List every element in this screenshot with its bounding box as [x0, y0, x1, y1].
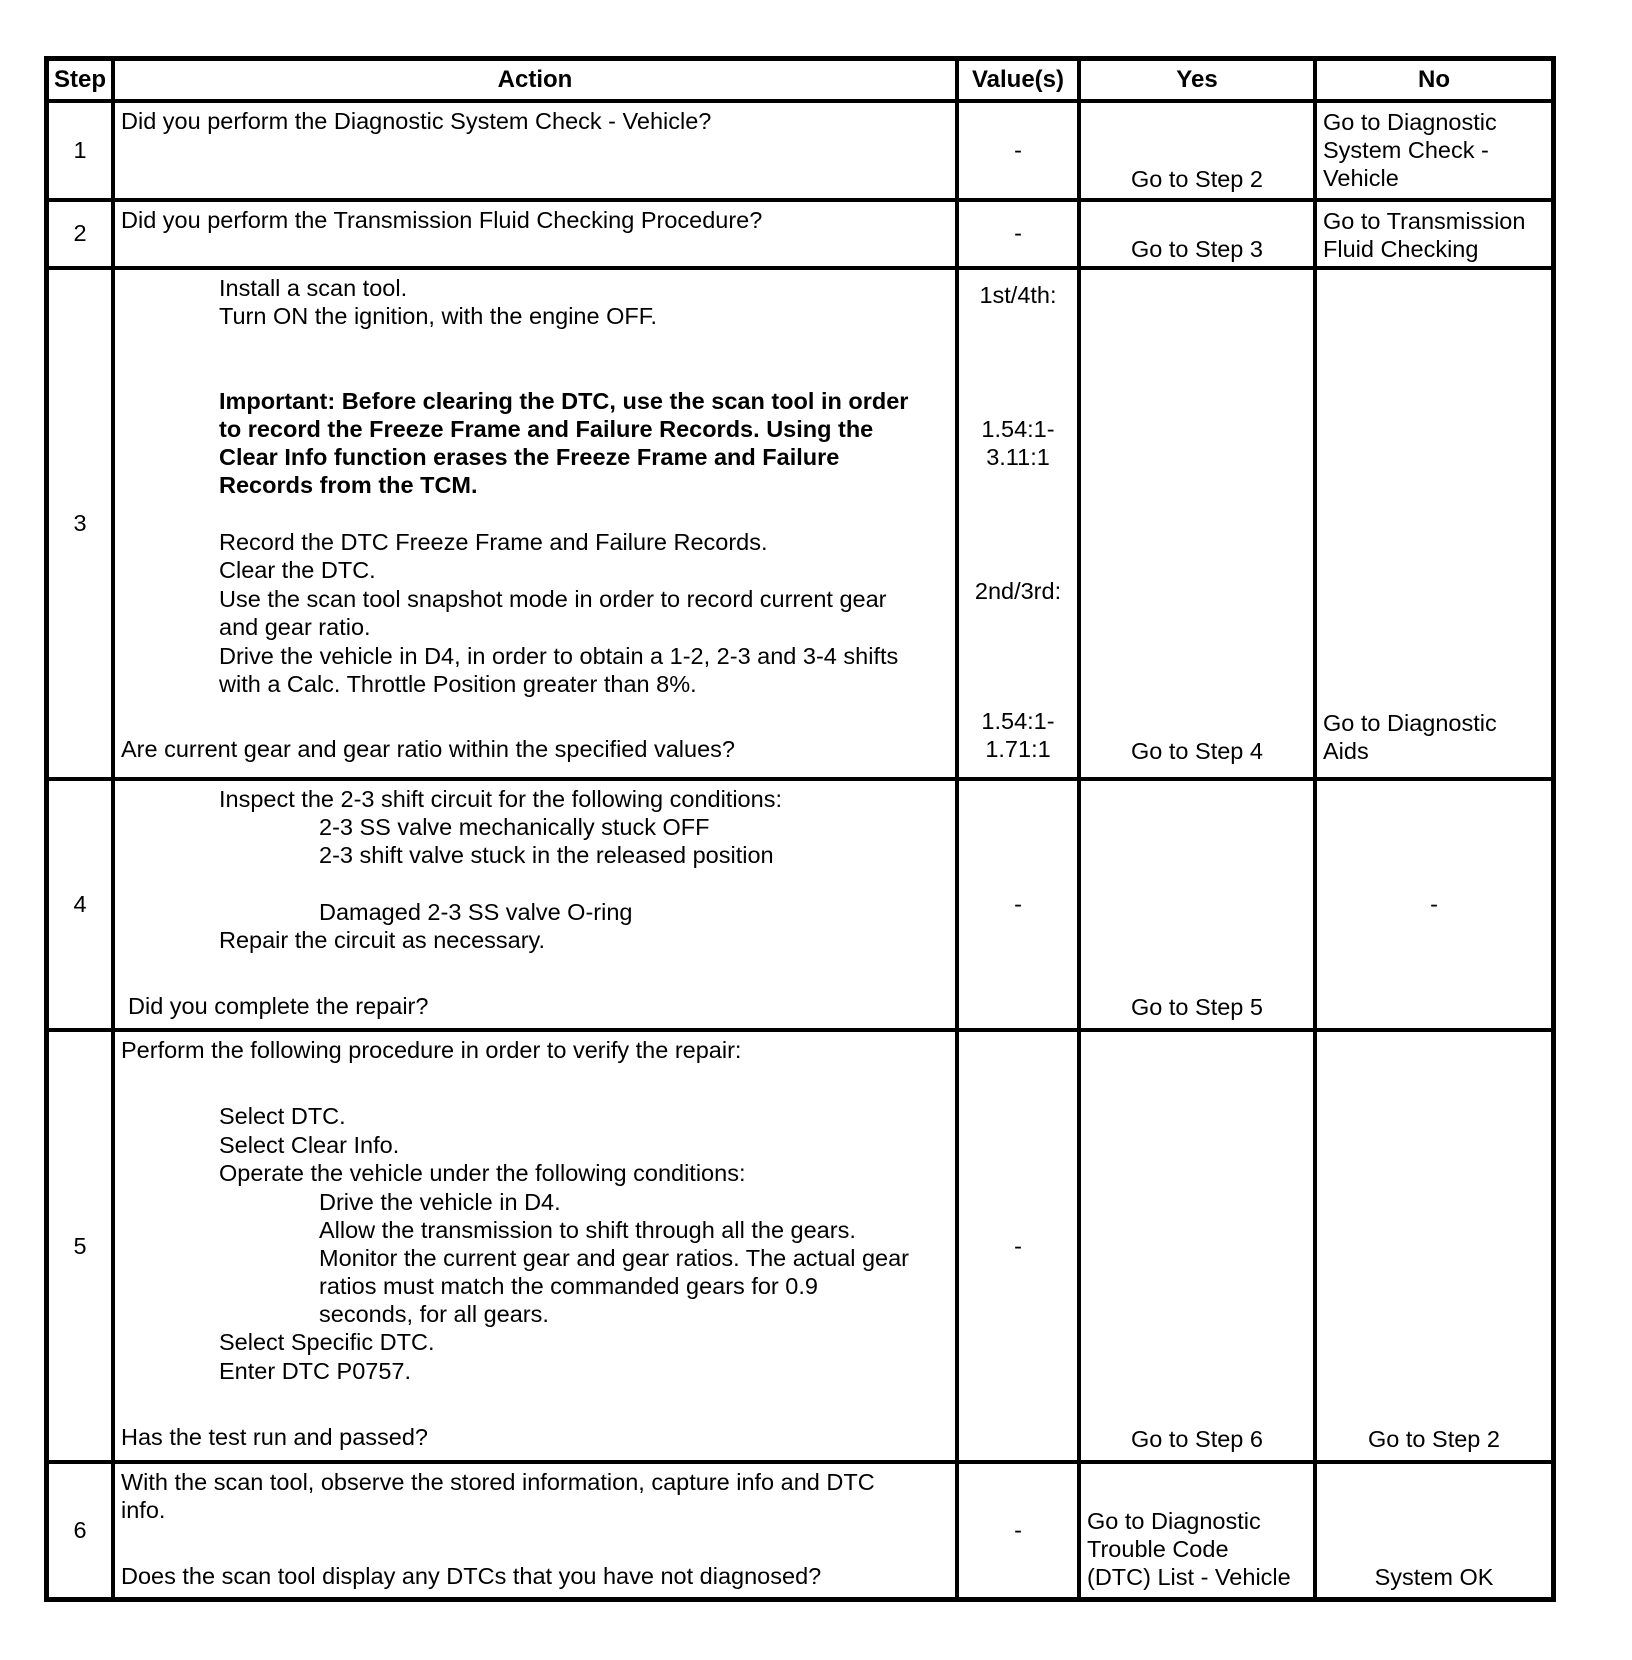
step-number: 5 — [47, 1030, 113, 1462]
action-text: Inspect the 2-3 shift circuit for the following conditions: — [219, 785, 782, 812]
action-text: Select DTC. — [219, 1102, 346, 1129]
header-no: No — [1315, 59, 1553, 101]
value-cell: - — [957, 1462, 1079, 1599]
no-result: System OK — [1374, 1563, 1494, 1590]
action-text: Perform the following procedure in order to verify the repair: — [121, 1036, 742, 1063]
header-step: Step — [47, 59, 113, 101]
no-cell — [1315, 1030, 1553, 1462]
no-link[interactable]: Aids — [1323, 738, 1369, 765]
action-text: Select Specific DTC. — [219, 1328, 435, 1355]
action-text: Turn ON the ignition, with the engine OFF. — [219, 302, 658, 329]
action-cell — [113, 268, 957, 779]
no-cell — [1315, 268, 1553, 779]
action-cell — [113, 779, 957, 1030]
yes-link[interactable]: (DTC) List - Vehicle — [1087, 1563, 1291, 1590]
step-number: 4 — [47, 779, 113, 1030]
action-text: Did you perform the Diagnostic System Check - Vehicle? — [121, 108, 712, 134]
yes-link[interactable]: Go to Step 2 — [1131, 166, 1263, 193]
important-note: Clear Info function erases the Freeze Frame and Failure — [219, 443, 840, 470]
step-number: 6 — [47, 1462, 113, 1599]
action-question: Does the scan tool display any DTCs that you have not diagnosed? — [121, 1563, 822, 1590]
important-note: to record the Freeze Frame and Failure Records. Using the — [219, 415, 874, 442]
yes-cell — [1079, 101, 1315, 200]
step-number: 2 — [47, 200, 113, 268]
no-link[interactable]: Go to Transmission — [1323, 207, 1526, 234]
action-text: and gear ratio. — [219, 613, 371, 640]
value-cell: - — [957, 1030, 1079, 1462]
table-row — [47, 200, 1553, 268]
action-text: Drive the vehicle in D4. — [319, 1188, 561, 1215]
yes-cell — [1079, 779, 1315, 1030]
value-text: 1st/4th: — [979, 282, 1057, 309]
header-yes: Yes — [1079, 59, 1315, 101]
yes-link[interactable]: Go to Step 4 — [1131, 738, 1263, 765]
step-number: 3 — [47, 268, 113, 779]
action-text: Use the scan tool snapshot mode in order to record current gear — [219, 585, 887, 612]
important-note: Important: Before clearing the DTC, use the scan tool in order — [219, 387, 909, 414]
action-text: Monitor the current gear and gear ratios. The actual gear — [319, 1244, 910, 1271]
action-text: With the scan tool, observe the stored information, capture info and DTC — [121, 1469, 875, 1496]
action-text: with a Calc. Throttle Position greater than 8%. — [219, 670, 697, 697]
no-link[interactable]: Go to Diagnostic — [1323, 109, 1497, 136]
value-cell — [957, 268, 1079, 779]
value-cell: - — [957, 101, 1079, 200]
no-link[interactable]: Fluid Checking — [1323, 235, 1479, 262]
action-text: Operate the vehicle under the following conditions: — [219, 1159, 746, 1186]
no-cell — [1315, 101, 1553, 200]
action-text: Drive the vehicle in D4, in order to obtain a 1-2, 2-3 and 3-4 shifts — [219, 642, 899, 669]
table-row — [47, 1030, 1553, 1462]
action-text: info. — [121, 1497, 166, 1524]
action-cell — [113, 200, 957, 268]
action-question: Has the test run and passed? — [121, 1423, 429, 1450]
action-text: Select Clear Info. — [219, 1131, 400, 1158]
action-text: Clear the DTC. — [219, 556, 376, 583]
action-question: Are current gear and gear ratio within the specified values? — [121, 735, 735, 762]
yes-cell — [1079, 200, 1315, 268]
yes-cell — [1079, 268, 1315, 779]
action-question: Did you complete the repair? — [128, 992, 429, 1019]
diagnostic-table — [44, 56, 1556, 1602]
action-cell — [113, 1030, 957, 1462]
action-text: 2-3 SS valve mechanically stuck OFF — [319, 813, 710, 840]
action-text: 2-3 shift valve stuck in the released position — [319, 841, 774, 868]
value-text: 3.11:1 — [986, 444, 1050, 471]
action-text: Enter DTC P0757. — [219, 1357, 412, 1384]
header-action: Action — [113, 59, 957, 101]
table-row — [47, 101, 1553, 200]
action-text: Did you perform the Transmission Fluid Checking Procedure? — [121, 206, 763, 233]
action-text: ratios must match the commanded gears for 0.9 — [319, 1272, 818, 1299]
action-text: Record the DTC Freeze Frame and Failure Records. — [219, 528, 768, 555]
no-link[interactable]: Vehicle — [1323, 165, 1399, 192]
no-link[interactable]: Go to Diagnostic — [1323, 710, 1497, 737]
header-row — [47, 59, 1553, 101]
no-cell: - — [1315, 779, 1553, 1030]
step-number: 1 — [47, 101, 113, 200]
action-text: Damaged 2-3 SS valve O-ring — [319, 898, 633, 925]
header-values: Value(s) — [957, 59, 1079, 101]
action-text: Repair the circuit as necessary. — [219, 926, 546, 953]
action-cell — [113, 1462, 957, 1599]
table-row — [47, 779, 1553, 1030]
value-text: 1.54:1- — [981, 708, 1055, 735]
value-text: 2nd/3rd: — [974, 578, 1062, 605]
important-note: Records from the TCM. — [219, 471, 478, 498]
action-text: Install a scan tool. — [219, 274, 408, 301]
action-text: Allow the transmission to shift through all the gears. — [319, 1216, 856, 1243]
yes-link[interactable]: Go to Step 3 — [1131, 235, 1263, 262]
no-cell — [1315, 1462, 1553, 1599]
action-text: seconds, for all gears. — [319, 1300, 549, 1327]
value-cell: - — [957, 779, 1079, 1030]
value-cell: - — [957, 200, 1079, 268]
yes-link[interactable]: Go to Step 5 — [1131, 994, 1263, 1021]
no-cell — [1315, 200, 1553, 268]
yes-link[interactable]: Go to Step 6 — [1131, 1426, 1263, 1453]
yes-cell — [1079, 1462, 1315, 1599]
yes-link[interactable]: Trouble Code — [1087, 1535, 1229, 1562]
value-text: 1.71:1 — [985, 736, 1051, 763]
no-link[interactable]: Go to Step 2 — [1368, 1426, 1500, 1453]
no-link[interactable]: System Check - — [1323, 137, 1489, 164]
table-row — [47, 1462, 1553, 1599]
action-cell — [113, 101, 957, 200]
yes-link[interactable]: Go to Diagnostic — [1087, 1507, 1261, 1534]
value-text: 1.54:1- — [981, 416, 1055, 443]
yes-cell — [1079, 1030, 1315, 1462]
table-row — [47, 268, 1553, 779]
